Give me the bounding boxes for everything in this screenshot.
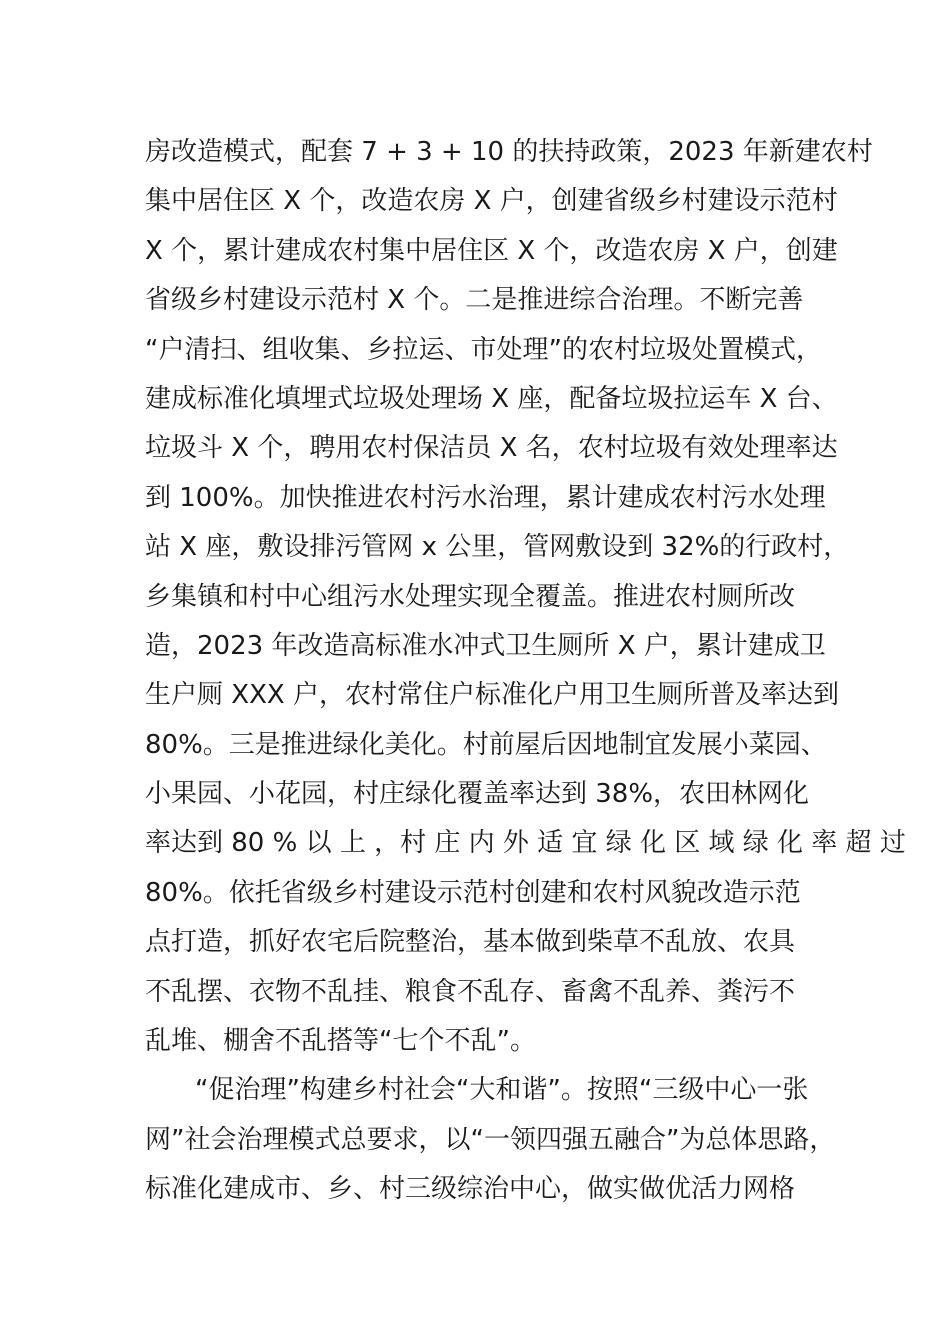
text-line: 造，2023 年改造高标准水冲式卫生厕所 X 户，累计建成卫 (145, 630, 826, 661)
text-line: 点打造，抓好农宅后院整治，基本做到柴草不乱放、农具 (145, 927, 796, 958)
text-line: “促治理”构建乡村社会“大和谐”。按照“三级中心一张 (195, 1075, 809, 1106)
text-line: 到 100%。加快推进农村污水治理，累计建成农村污水处理 (145, 482, 826, 513)
text-line: 集中居住区 X 个，改造农房 X 户，创建省级乡村建设示范村 (145, 186, 838, 217)
text-line: 乡集镇和村中心组污水处理实现全覆盖。推进农村厕所改 (145, 581, 796, 612)
text-line: 不乱摆、衣物不乱挂、粮食不乱存、畜禽不乱养、粪污不 (145, 976, 796, 1007)
text-line: 生户厕 XXX 户，农村常住户标准化户用卫生厕所普及率达到 (145, 680, 839, 711)
text-line: 房改造模式，配套 7 + 3 + 10 的扶持政策，2023 年新建农村 (145, 137, 873, 167)
paragraph-1 (145, 128, 906, 1066)
text-line: 垃圾斗 X 个，聘用农村保洁员 X 名，农村垃圾有效处理率达 (145, 433, 838, 464)
text-line: X 个，累计建成农村集中居住区 X 个，改造农房 X 户，创建 (145, 235, 838, 266)
text-line: 站 X 座，敷设排污管网 x 公里，管网敷设到 32%的行政村， (145, 532, 850, 563)
text-line: 80%。依托省级乡村建设示范村创建和农村风貌改造示范 (145, 877, 801, 908)
paragraph-2 (145, 1066, 836, 1214)
text-line: 率达到 80 % 以 上 ，村 庄 内 外 适 宜 绿 化 区 域 绿 化 率 超 过 (145, 828, 906, 859)
text-line: 省级乡村建设示范村 X 个。二是推进综合治理。不断完善 (145, 285, 804, 316)
text-line: 乱堆、棚舍不乱搭等“七个不乱”。 (145, 1026, 536, 1057)
text-line: 标准化建成市、乡、村三级综治中心，做实做优活力网格 (145, 1174, 796, 1205)
text-line: 网”社会治理模式总要求，以“一领四强五融合”为总体思路， (145, 1124, 836, 1155)
document-body (145, 128, 906, 1215)
text-line: 小果园、小花园，村庄绿化覆盖率达到 38%，农田林网化 (145, 779, 810, 810)
text-line: “户清扫、组收集、乡拉运、市处理”的农村垃圾处置模式， (145, 334, 822, 365)
text-line: 80%。三是推进绿化美化。村前屋后因地制宜发展小菜园、 (145, 729, 827, 760)
text-line: 建成标准化填埋式垃圾处理场 X 座，配备垃圾拉运车 X 台、 (145, 383, 838, 414)
